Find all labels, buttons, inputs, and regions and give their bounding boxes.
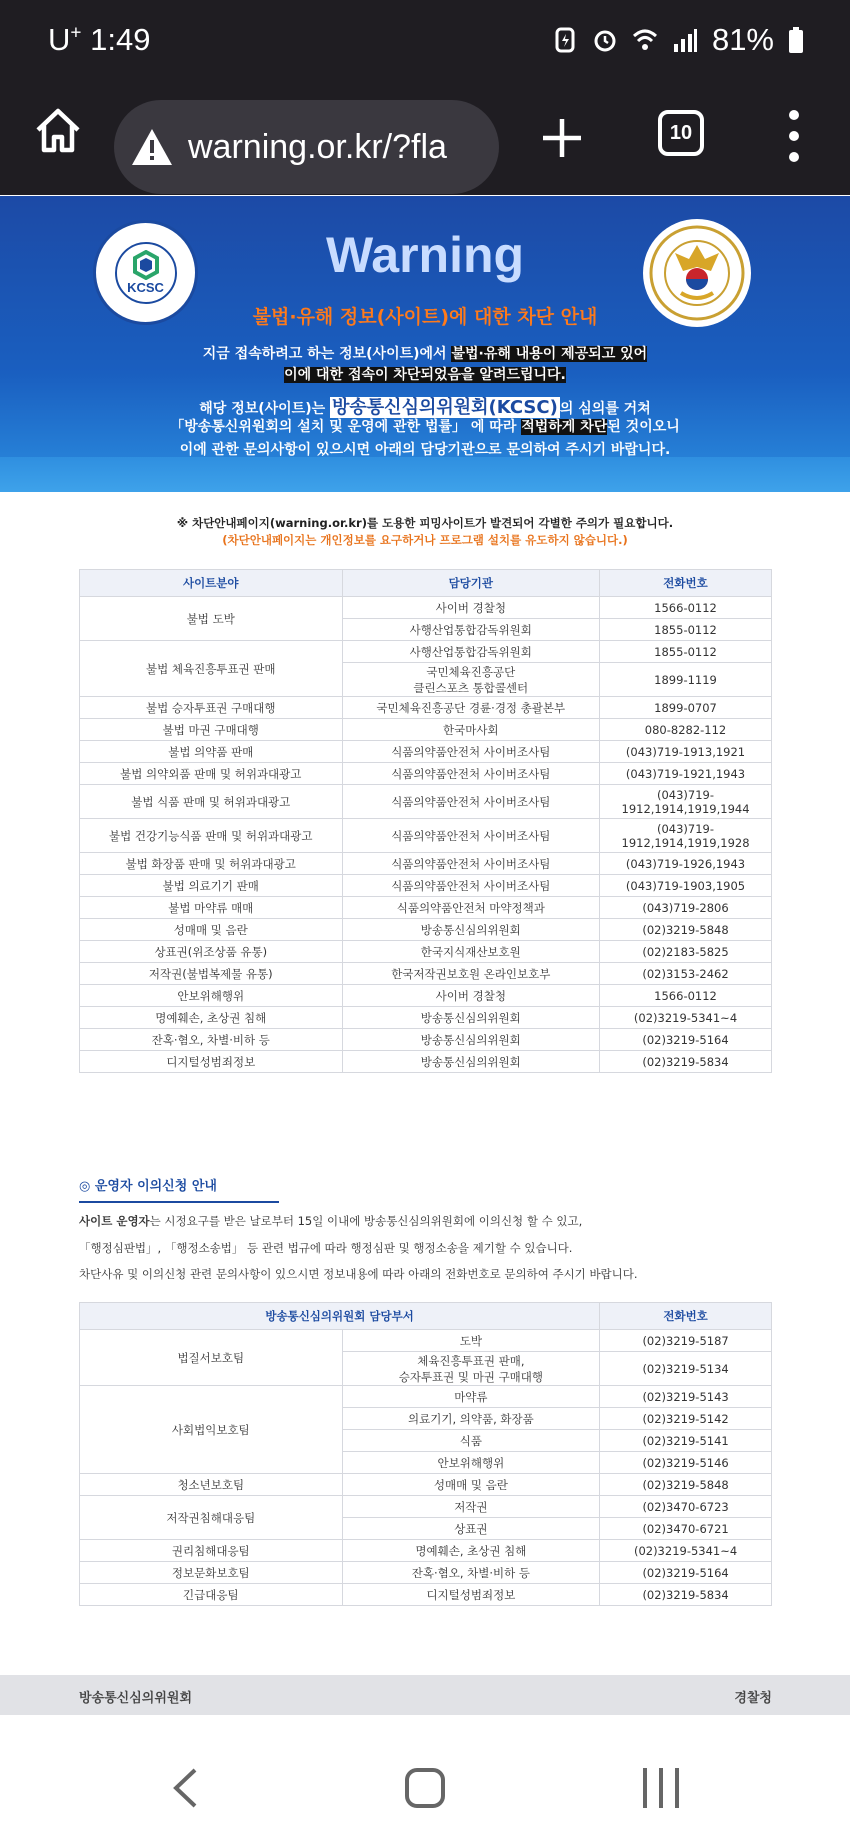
agency-cell: 사행산업통합감독위원회 [342, 619, 600, 641]
team-cell: 긴급대응팀 [80, 1584, 343, 1606]
table-row [80, 1051, 772, 1073]
table-row [80, 785, 772, 819]
tabs-button[interactable] [658, 110, 704, 156]
back-icon[interactable] [170, 1766, 200, 1810]
table-row [80, 853, 772, 875]
banner-line-1b: 불법·유해 내용이 제공되고 있어 [451, 346, 648, 362]
site-field-cell: 불법 마권 구매대행 [80, 719, 343, 741]
phone-cell: (02)3219-5341~4 [600, 1540, 772, 1562]
team-cell: 법질서보호팀 [80, 1330, 343, 1386]
team-cell: 청소년보호팀 [80, 1474, 343, 1496]
duty-cell: 도박 [342, 1330, 600, 1352]
site-field-cell: 불법 도박 [80, 597, 343, 641]
warning-triangle-icon[interactable] [130, 125, 174, 169]
agency-cell: 한국지식재산보호원 [342, 941, 600, 963]
phone-cell: (02)3219-5341~4 [600, 1007, 772, 1029]
table-row [80, 763, 772, 785]
duty-cell: 잔혹·혐오, 차별·비하 등 [342, 1562, 600, 1584]
table-row [80, 1496, 772, 1518]
duty-cell: 명예훼손, 초상권 침해 [342, 1540, 600, 1562]
battery-saver-icon [552, 26, 578, 54]
banner-line-1a: 지금 접속하려고 하는 정보(사이트)에서 [202, 346, 452, 362]
agency-cell: 식품의약품안전처 사이버조사팀 [342, 763, 600, 785]
team-cell: 정보문화보호팀 [80, 1562, 343, 1584]
wifi-icon [632, 26, 658, 54]
site-field-cell: 성매매 및 음란 [80, 919, 343, 941]
clock: 1:49 [90, 22, 151, 57]
phone-cell: (043)719- 1912,1914,1919,1928 [600, 819, 772, 853]
table-row [80, 741, 772, 763]
recent-apps-icon[interactable] [643, 1768, 679, 1808]
battery-icon [788, 26, 804, 54]
banner-line-3c: 의 심의를 거쳐 [559, 401, 651, 417]
phone-cell: (02)3219-5164 [600, 1562, 772, 1584]
site-field-cell: 저작권(불법복제물 유통) [80, 963, 343, 985]
table-row [80, 697, 772, 719]
duty-cell: 마약류 [342, 1386, 600, 1408]
table-row [80, 719, 772, 741]
col-header-dept: 방송통신심의위원회 담당부서 [80, 1303, 600, 1330]
objection-paragraph-1 [79, 1213, 582, 1229]
phone-cell: (043)719- 1912,1914,1919,1944 [600, 785, 772, 819]
agency-cell: 식품의약품안전처 사이버조사팀 [342, 785, 600, 819]
banner-line-2a: 이에 대한 접속이 차단되었음을 알려드립니다. [284, 367, 566, 383]
agency-cell: 식품의약품안전처 사이버조사팀 [342, 875, 600, 897]
phone-cell: (02)3219-5141 [600, 1430, 772, 1452]
site-field-cell: 불법 화장품 판매 및 허위과대광고 [80, 853, 343, 875]
table-row [80, 1330, 772, 1352]
phone-cell: 1855-0112 [600, 641, 772, 663]
phone-cell: (02)3219-5834 [600, 1584, 772, 1606]
banner-line-4b: 적법하게 차단 [521, 419, 608, 435]
phone-cell: (043)719-1921,1943 [600, 763, 772, 785]
contact-table [79, 569, 772, 1073]
phishing-notice: ※ 차단안내페이지(warning.or.kr)를 도용한 피밍사이트가 발견되어 각별한 주의가 필요합니다. [176, 516, 674, 530]
agency-cell: 식품의약품안전처 사이버조사팀 [342, 741, 600, 763]
site-field-cell: 불법 건강기능식품 판매 및 허위과대광고 [80, 819, 343, 853]
phone-cell: (02)3219-5143 [600, 1386, 772, 1408]
phone-cell: (02)3219-5187 [600, 1330, 772, 1352]
home-nav-icon[interactable] [405, 1768, 445, 1808]
agency-cell: 사행산업통합감독위원회 [342, 641, 600, 663]
phone-cell: (02)3153-2462 [600, 963, 772, 985]
table-row [80, 985, 772, 1007]
section-divider [79, 1201, 279, 1203]
table-row [80, 819, 772, 853]
phone-cell: 1855-0112 [600, 619, 772, 641]
phone-cell: 1566-0112 [600, 597, 772, 619]
objection-section-title: ◎ 운영자 이의신청 안내 [79, 1179, 217, 1194]
site-field-cell: 불법 의약외품 판매 및 허위과대광고 [80, 763, 343, 785]
police-logo [643, 219, 751, 327]
site-field-cell: 불법 의약품 판매 [80, 741, 343, 763]
agency-cell: 방송통신심의위원회 [342, 1007, 600, 1029]
objection-text-1: 는 시정요구를 받은 날로부터 15일 이내에 방송통신심의위원회에 이의신청 할 수 있고, [149, 1214, 583, 1228]
plus-icon[interactable] [540, 116, 584, 160]
phone-cell: 1899-1119 [600, 663, 772, 697]
table-row [80, 597, 772, 619]
phishing-notice-sub: (차단안내페이지는 개인정보를 요구하거나 프로그램 설치를 유도하지 않습니다.) [222, 533, 628, 547]
agency-cell: 방송통신심의위원회 [342, 1051, 600, 1073]
page-footer [0, 1675, 850, 1715]
footer-police: 경찰청 [734, 1691, 772, 1706]
site-field-cell: 명예훼손, 초상권 침해 [80, 1007, 343, 1029]
phone-cell: (02)3219-5142 [600, 1408, 772, 1430]
status-bar [0, 0, 850, 80]
home-icon[interactable] [32, 104, 84, 156]
police-emblem-icon [647, 223, 747, 323]
footer-kcsc: 방송통신심의위원회 [79, 1691, 193, 1706]
table-row [80, 1562, 772, 1584]
team-cell: 사회법익보호팀 [80, 1386, 343, 1474]
system-nav-bar [0, 1716, 850, 1842]
agency-cell: 국민체육진흥공단 클린스포츠 통합콜센터 [342, 663, 600, 697]
agency-cell: 사이버 경찰청 [342, 985, 600, 1007]
url-text[interactable]: warning.or.kr/?fla [188, 127, 447, 166]
banner-line-2 [0, 364, 850, 384]
table-row [80, 1007, 772, 1029]
table-row [80, 1540, 772, 1562]
phone-cell: 1566-0112 [600, 985, 772, 1007]
duty-cell: 성매매 및 음란 [342, 1474, 600, 1496]
duty-cell: 체육진흥투표권 판매, 승자투표권 및 마권 구매대행 [342, 1352, 600, 1386]
kcsc-logo-text: KCSC [127, 280, 164, 295]
site-field-cell: 안보위해행위 [80, 985, 343, 1007]
phone-cell: (02)3219-5848 [600, 1474, 772, 1496]
duty-cell: 의료기기, 의약품, 화장품 [342, 1408, 600, 1430]
banner-line-3a: 해당 정보(사이트)는 [199, 401, 331, 417]
site-field-cell: 잔혹·혐오, 차별·비하 등 [80, 1029, 343, 1051]
agency-cell: 식품의약품안전처 사이버조사팀 [342, 853, 600, 875]
more-vert-icon[interactable] [782, 110, 806, 162]
agency-cell: 방송통신심의위원회 [342, 919, 600, 941]
table-row [80, 963, 772, 985]
team-cell: 저작권침해대응팀 [80, 1496, 343, 1540]
table-row [80, 875, 772, 897]
table-row [80, 641, 772, 663]
table-row [80, 1474, 772, 1496]
department-table [79, 1302, 772, 1606]
address-bar[interactable] [114, 100, 499, 194]
table-row [80, 1386, 772, 1408]
carrier-time [48, 22, 150, 58]
phone-cell: 080-8282-112 [600, 719, 772, 741]
banner-kcsc-highlight: 방송통신심의위원회(KCSC) [332, 397, 558, 418]
signal-icon [672, 26, 698, 54]
phone-cell: (02)3470-6721 [600, 1518, 772, 1540]
status-icons [552, 22, 804, 58]
site-field-cell: 불법 식품 판매 및 허위과대광고 [80, 785, 343, 819]
carrier-label: U [48, 22, 71, 57]
banner-strip [0, 457, 850, 492]
agency-cell: 식품의약품안전처 마약정책과 [342, 897, 600, 919]
phone-cell: (043)719-2806 [600, 897, 772, 919]
agency-cell: 한국저작권보호원 온라인보호부 [342, 963, 600, 985]
agency-cell: 사이버 경찰청 [342, 597, 600, 619]
site-field-cell: 상표권(위조상품 유통) [80, 941, 343, 963]
col-header-phone: 전화번호 [600, 570, 772, 597]
carrier-sup: + [70, 22, 82, 44]
phone-cell: (043)719-1903,1905 [600, 875, 772, 897]
table-row [80, 919, 772, 941]
alarm-icon [592, 26, 618, 54]
objection-paragraph-2: 「행정심판법」, 「행정소송법」 등 관련 법규에 따라 행정심판 및 행정소송을 제기할 수 있습니다. [79, 1241, 573, 1255]
col-header-agency: 담당기관 [342, 570, 600, 597]
banner-title: Warning [325, 227, 525, 283]
agency-cell: 한국마사회 [342, 719, 600, 741]
col-header-field: 사이트분야 [80, 570, 343, 597]
phone-cell: (02)3219-5834 [600, 1051, 772, 1073]
site-field-cell: 불법 체육진흥투표권 판매 [80, 641, 343, 697]
table-row [80, 1584, 772, 1606]
phone-cell: (02)3219-5164 [600, 1029, 772, 1051]
phone-cell: (02)3219-5134 [600, 1352, 772, 1386]
phone-cell: (043)719-1913,1921 [600, 741, 772, 763]
site-field-cell: 불법 의료기기 판매 [80, 875, 343, 897]
banner-line-5: 이에 관한 문의사항이 있으시면 아래의 담당기관으로 문의하여 주시기 바랍니다. [179, 442, 671, 458]
site-field-cell: 불법 마약류 매매 [80, 897, 343, 919]
phone-cell: (02)3219-5848 [600, 919, 772, 941]
phone-cell: 1899-0707 [600, 697, 772, 719]
tab-count: 10 [669, 121, 693, 144]
duty-cell: 식품 [342, 1430, 600, 1452]
banner-line-4a: 「방송통신위원회의 설치 및 운영에 관한 법률」 에 따라 [170, 419, 522, 435]
site-field-cell: 디지털성범죄정보 [80, 1051, 343, 1073]
battery-percent: 81% [711, 22, 774, 57]
site-field-cell: 불법 승자투표권 구매대행 [80, 697, 343, 719]
banner-line-4 [0, 416, 850, 436]
duty-cell: 안보위해행위 [342, 1452, 600, 1474]
duty-cell: 상표권 [342, 1518, 600, 1540]
agency-cell: 방송통신심의위원회 [342, 1029, 600, 1051]
duty-cell: 저작권 [342, 1496, 600, 1518]
site-operator-label: 사이트 운영자 [79, 1214, 150, 1228]
browser-toolbar [0, 80, 850, 195]
banner-line-1 [0, 343, 850, 363]
banner-line-4c: 된 것이오니 [607, 419, 680, 435]
team-cell: 권리침해대응팀 [80, 1540, 343, 1562]
table-row [80, 941, 772, 963]
duty-cell: 디지털성범죄정보 [342, 1584, 600, 1606]
objection-paragraph-3: 차단사유 및 이의신청 관련 문의사항이 있으시면 정보내용에 따라 아래의 전화번호로 문의하여 주시기 바랍니다. [79, 1267, 638, 1281]
table-row [80, 897, 772, 919]
phone-cell: (043)719-1926,1943 [600, 853, 772, 875]
agency-cell: 국민체육진흥공단 경륜·경정 총괄본부 [342, 697, 600, 719]
phone-cell: (02)3470-6723 [600, 1496, 772, 1518]
banner-subtitle: 불법·유해 정보(사이트)에 대한 차단 안내 [252, 306, 598, 328]
phone-cell: (02)2183-5825 [600, 941, 772, 963]
col-header-phone-2: 전화번호 [600, 1303, 772, 1330]
table-row [80, 1029, 772, 1051]
phone-cell: (02)3219-5146 [600, 1452, 772, 1474]
agency-cell: 식품의약품안전처 사이버조사팀 [342, 819, 600, 853]
